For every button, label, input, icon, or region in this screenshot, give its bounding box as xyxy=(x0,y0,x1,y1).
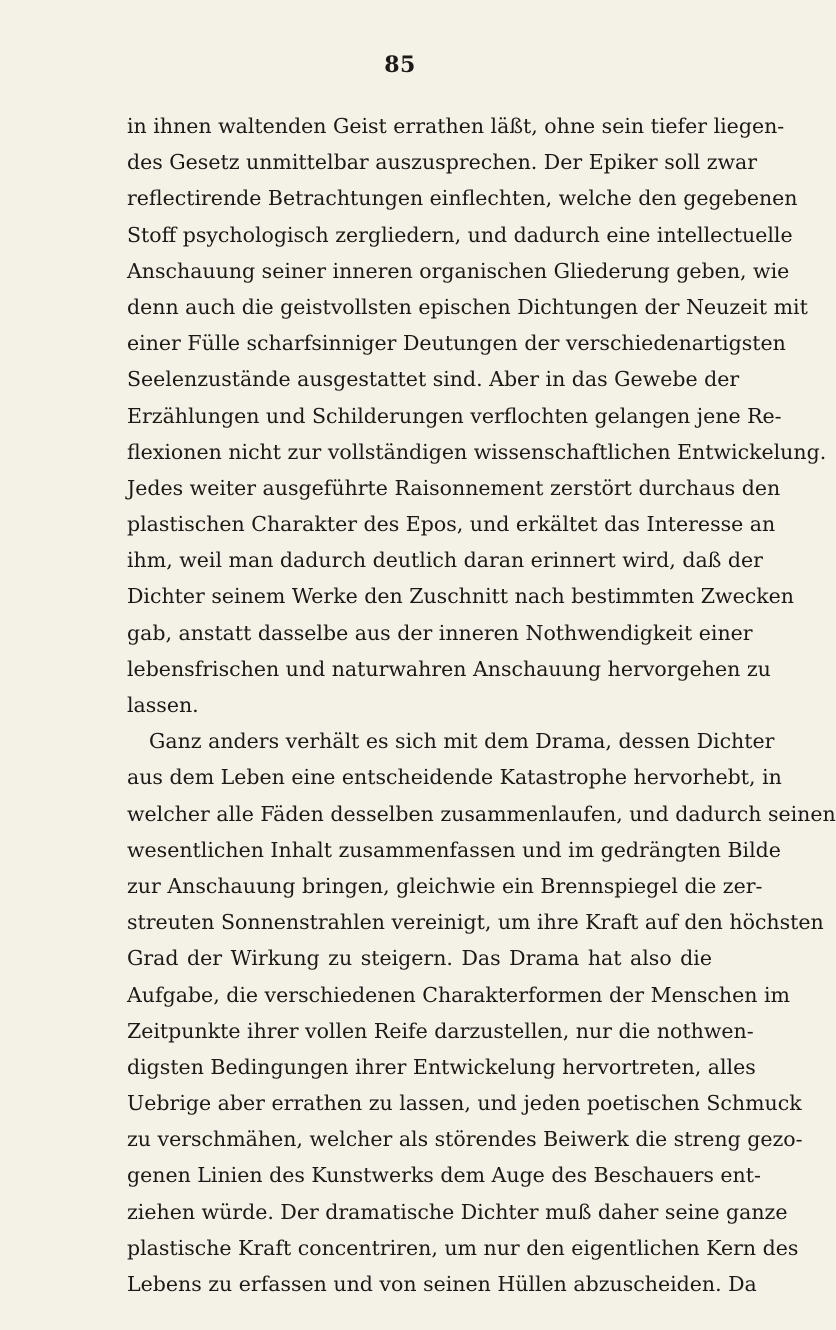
text-line: lebensfrischen und naturwahren Anschauung hervorgehen zu xyxy=(127,656,771,681)
text-line: zur Anschauung bringen, gleichwie ein Brennspiegel die zer- xyxy=(127,873,763,898)
text-line: Uebrige aber errathen zu lassen, und jeden poetischen Schmuck xyxy=(127,1091,802,1116)
text-line: Jedes weiter ausgeführte Raisonnement zerstört durchaus den xyxy=(127,475,781,500)
text-line: aus dem Leben eine entscheidende Katastrophe hervorhebt, in xyxy=(127,765,782,790)
text-line: genen Linien des Kunstwerks dem Auge des Beschauers ent- xyxy=(127,1163,761,1188)
page-number: 85 xyxy=(384,52,416,78)
text-line: wesentlichen Inhalt zusammenfassen und im gedrängten Bilde xyxy=(127,837,781,862)
text-line: Ganz anders verhält es sich mit dem Drama, dessen Dichter xyxy=(149,729,775,754)
text-line: plastische Kraft concentriren, um nur den eigentlichen Kern des xyxy=(127,1235,799,1260)
text-line: Seelenzustände ausgestattet sind. Aber in das Gewebe der xyxy=(127,367,740,392)
text-line: des Gesetz unmittelbar auszusprechen. Der Epiker soll zwar xyxy=(127,150,758,175)
text-line: Anschauung seiner inneren organischen Gliederung geben, wie xyxy=(127,258,790,283)
text-line: zu verschmähen, welcher als störendes Beiwerk die streng gezo- xyxy=(127,1127,803,1152)
text-line: einer Fülle scharfsinniger Deutungen der verschiedenartigsten xyxy=(127,331,786,356)
text-line: Aufgabe, die verschiedenen Charakterformen der Menschen im xyxy=(127,982,790,1007)
text-line: Grad der Wirkung zu steigern. Das Drama hat also die xyxy=(127,946,712,971)
text-line: gab, anstatt dasselbe aus der inneren Nothwendigkeit einer xyxy=(127,620,753,645)
text-line: reflectirende Betrachtungen einflechten, welche den gegebenen xyxy=(127,186,798,211)
text-line: Stoff psychologisch zergliedern, und dadurch eine intellectuelle xyxy=(127,222,793,247)
text-line: Dichter seinem Werke den Zuschnitt nach bestimmten Zwecken xyxy=(127,584,794,609)
text-line: Erzählungen und Schilderungen verflochten gelangen jene Re- xyxy=(127,403,782,428)
text-line: flexionen nicht zur vollständigen wissenschaftlichen Entwickelung. xyxy=(127,439,827,464)
body-text xyxy=(127,108,836,1302)
text-line: Lebens zu erfassen und von seinen Hüllen abzuscheiden. Da xyxy=(127,1272,757,1296)
text-line: Zeitpunkte ihrer vollen Reife darzustellen, nur die nothwen- xyxy=(127,1018,754,1043)
text-line: ziehen würde. Der dramatische Dichter muß daher seine ganze xyxy=(127,1199,788,1224)
text-line: lassen. xyxy=(127,693,199,717)
text-line: digsten Bedingungen ihrer Entwickelung hervortreten, alles xyxy=(127,1054,756,1079)
text-line: streuten Sonnenstrahlen vereinigt, um ihre Kraft auf den höchsten xyxy=(127,910,824,935)
text-line: welcher alle Fäden desselben zusammenlaufen, und dadurch seinen xyxy=(127,801,836,826)
text-line: in ihnen waltenden Geist errathen läßt, ohne sein tiefer liegen- xyxy=(127,114,785,138)
text-line: denn auch die geistvollsten epischen Dichtungen der Neuzeit mit xyxy=(127,294,808,319)
text-line: ihm, weil man dadurch deutlich daran erinnert wird, daß der xyxy=(127,548,763,573)
text-line: plastischen Charakter des Epos, und erkältet das Interesse an xyxy=(127,512,776,537)
